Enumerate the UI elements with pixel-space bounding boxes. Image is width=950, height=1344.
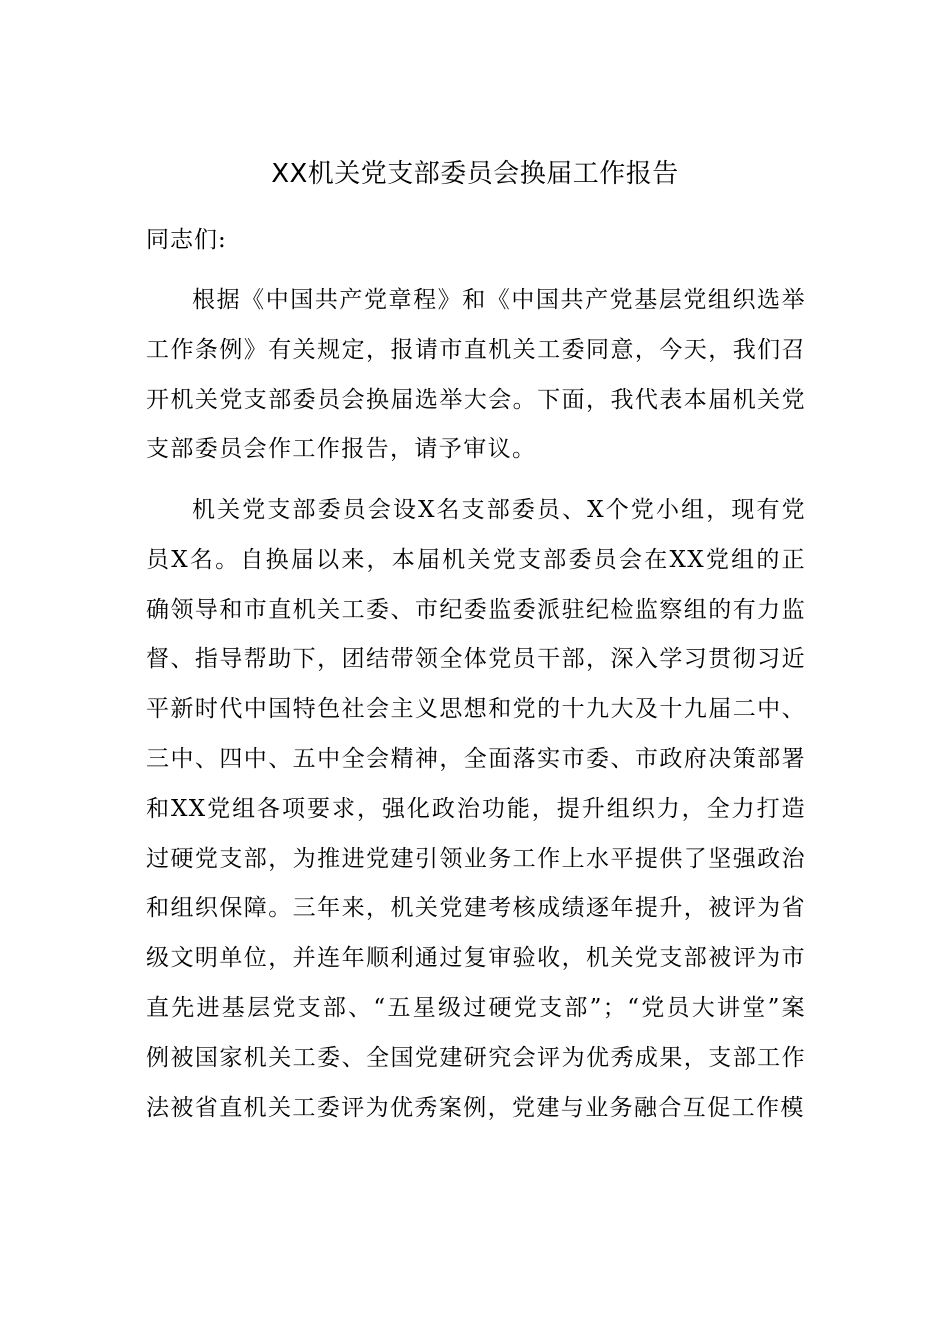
paragraph-1: 根据《中国共产党章程》和《中国共产党基层党组织选举工作条例》有关规定，报请市直机关工委同意，今天，我们召开机关党支部委员会换届选举大会。下面，我代表本届机关党支部委员会作工作报告，请予审议。 xyxy=(146,287,806,463)
salutation: 同志们: xyxy=(146,227,227,253)
document-title: XX机关党支部委员会换届工作报告 xyxy=(271,159,679,189)
paragraph-2: 机关党支部委员会设X名支部委员、X个党小组，现有党员X名。自换届以来，本届机关党支部委员会在XX党组的正确领导和市直机关工委、市纪委监委派驻纪检监察组的有力监督、指导帮助下，团结带领全体党员干部，深入学习贯彻习近平新时代中国特色社会主义思想和党的十九大及十九届二中、三中、四中、五中全会精神，全面落实市委、市政府决策部署和XX党组各项要求，强化政治功能，提升组织力，全力打造过硬党支部，为推进党建引领业务工作上水平提供了坚强政治和组织保障。三年来，机关党建考核成绩逐年提升，被评为省级文明单位，并连年顺利通过复审验收，机关党支部被评为市直先进基层党支部、“五星级过硬党支部”；“党员大讲堂”案例被国家机关工委、全国党建研究会评为优秀成果，支部工作法被省直机关工委评为优秀案例，党建与业务融合互促工作模 xyxy=(146,497,806,1121)
